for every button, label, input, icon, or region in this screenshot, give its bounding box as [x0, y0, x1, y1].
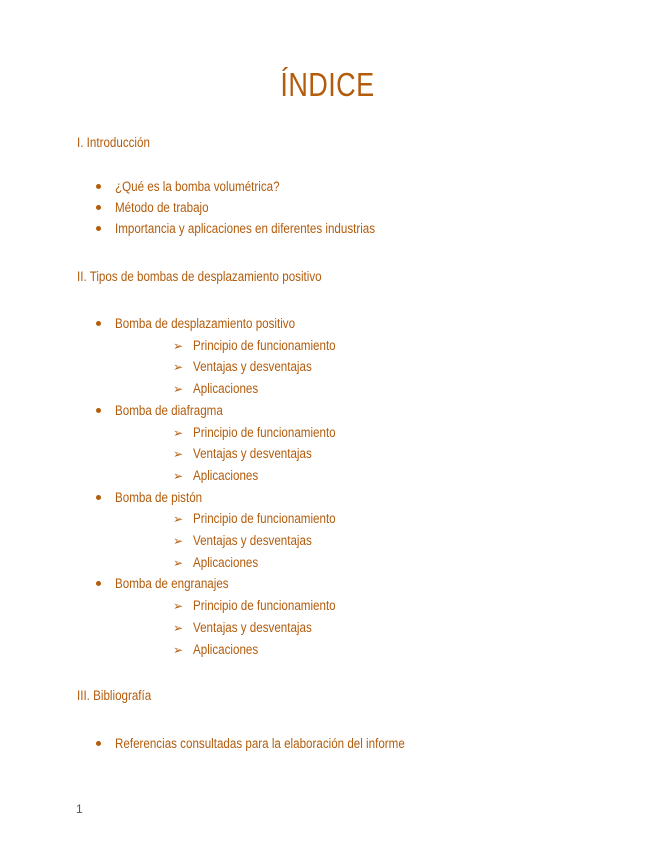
sub-list-item: ➢ Ventajas y desventajas	[173, 446, 312, 461]
bullet-icon	[96, 581, 101, 586]
sub-list-item: ➢ Aplicaciones	[173, 381, 259, 396]
sub-list-item: ➢ Principio de funcionamiento	[173, 425, 336, 440]
arrow-bullet-icon: ➢	[173, 381, 184, 396]
arrow-bullet-icon: ➢	[173, 555, 184, 570]
arrow-bullet-icon: ➢	[173, 642, 184, 657]
sub-list-item: ➢ Aplicaciones	[173, 555, 259, 570]
sub-list-item: ➢ Principio de funcionamiento	[173, 598, 336, 613]
bullet-icon	[96, 321, 101, 326]
sub-list-item: ➢ Principio de funcionamiento	[173, 511, 336, 526]
sub-list-item: ➢ Ventajas y desventajas	[173, 620, 312, 635]
list-item: Método de trabajo	[96, 200, 224, 215]
list-item: Bomba de engranajes	[96, 576, 247, 591]
bullet-icon	[96, 408, 101, 413]
list-item: ¿Qué es la bomba volumétrica?	[96, 179, 306, 194]
bullet-icon	[96, 226, 101, 231]
arrow-bullet-icon: ➢	[173, 338, 184, 353]
list-item: Bomba de pistón	[96, 490, 216, 505]
arrow-bullet-icon: ➢	[173, 359, 184, 374]
list-item: Referencias consultadas para la elaboración del informe	[96, 736, 452, 751]
arrow-bullet-icon: ➢	[173, 511, 184, 526]
list-item: Bomba de diafragma	[96, 403, 240, 418]
bullet-icon	[96, 741, 101, 746]
sub-list-item: ➢ Ventajas y desventajas	[173, 359, 312, 374]
arrow-bullet-icon: ➢	[173, 425, 184, 440]
arrow-bullet-icon: ➢	[173, 598, 184, 613]
arrow-bullet-icon: ➢	[173, 533, 184, 548]
list-item: Importancia y aplicaciones en diferentes industrias	[96, 221, 417, 236]
sub-list-item: ➢ Ventajas y desventajas	[173, 533, 312, 548]
sub-list-item: ➢ Aplicaciones	[173, 642, 259, 657]
bullet-icon	[96, 495, 101, 500]
bullet-icon	[96, 205, 101, 210]
list-item: Bomba de desplazamiento positivo	[96, 316, 324, 331]
bullet-icon	[96, 184, 101, 189]
sub-list-item: ➢ Principio de funcionamiento	[173, 338, 336, 353]
sub-list-item: ➢ Aplicaciones	[173, 468, 259, 483]
arrow-bullet-icon: ➢	[173, 446, 184, 461]
page-title: ÍNDICE	[280, 66, 375, 103]
section-heading-tipos: II. Tipos de bombas de desplazamiento positivo	[77, 269, 322, 284]
arrow-bullet-icon: ➢	[173, 468, 184, 483]
page-number: 1	[76, 802, 83, 816]
section-heading-bibliografia: III. Bibliografía	[77, 688, 152, 703]
arrow-bullet-icon: ➢	[173, 620, 184, 635]
section-heading-introduccion: I. Introducción	[77, 135, 150, 150]
